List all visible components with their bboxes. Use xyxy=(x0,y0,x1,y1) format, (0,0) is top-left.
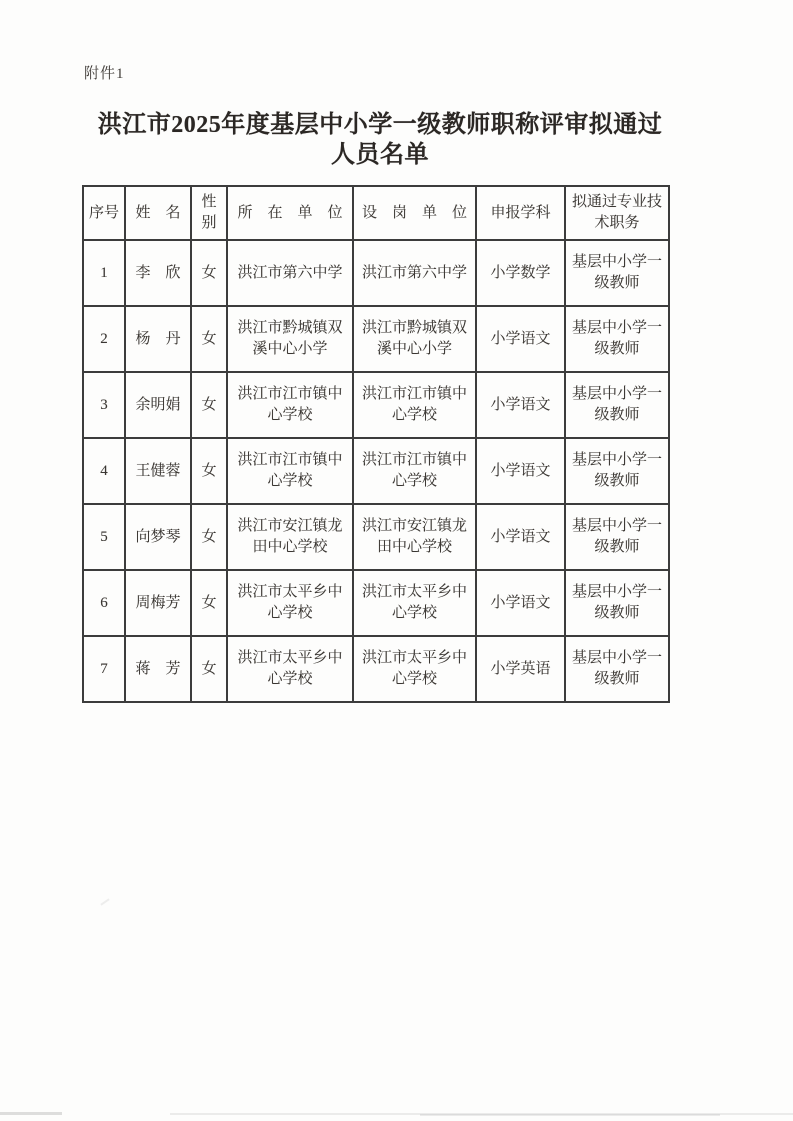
table-head xyxy=(83,186,669,240)
scan-artifact xyxy=(100,898,109,905)
table-row xyxy=(83,570,669,636)
table-cell: 洪江市江市镇中心学校 xyxy=(353,438,476,504)
column-header: 性别 xyxy=(191,186,227,240)
table-cell: 女 xyxy=(191,240,227,306)
table-cell: 小学语文 xyxy=(476,570,565,636)
table-cell: 4 xyxy=(83,438,125,504)
document-title-line2: 人员名单 xyxy=(331,142,429,168)
table-cell: 李 欣 xyxy=(125,240,191,306)
table-cell: 洪江市江市镇中心学校 xyxy=(353,372,476,438)
table-cell: 洪江市太平乡中心学校 xyxy=(353,570,476,636)
table-cell: 洪江市江市镇中心学校 xyxy=(227,372,353,438)
document-title xyxy=(55,110,705,170)
table-cell: 女 xyxy=(191,438,227,504)
table-cell: 洪江市太平乡中心学校 xyxy=(353,636,476,702)
table-cell: 洪江市黔城镇双溪中心小学 xyxy=(353,306,476,372)
table-cell: 1 xyxy=(83,240,125,306)
table-cell: 洪江市江市镇中心学校 xyxy=(227,438,353,504)
column-header: 设 岗 单 位 xyxy=(353,186,476,240)
table-cell: 蒋 芳 xyxy=(125,636,191,702)
table-cell: 王健蓉 xyxy=(125,438,191,504)
table-cell: 小学语文 xyxy=(476,504,565,570)
column-header: 申报学科 xyxy=(476,186,565,240)
column-header: 拟通过专业技术职务 xyxy=(565,186,669,240)
table-cell: 向梦琴 xyxy=(125,504,191,570)
table-row xyxy=(83,372,669,438)
approval-table xyxy=(82,185,670,703)
table-cell: 女 xyxy=(191,504,227,570)
table-cell: 女 xyxy=(191,306,227,372)
table-cell: 杨 丹 xyxy=(125,306,191,372)
scan-artifact xyxy=(170,1113,793,1115)
table-row xyxy=(83,636,669,702)
column-header: 所 在 单 位 xyxy=(227,186,353,240)
table-cell: 基层中小学一级教师 xyxy=(565,240,669,306)
table-cell: 3 xyxy=(83,372,125,438)
scan-artifact xyxy=(420,1114,720,1116)
table-cell: 基层中小学一级教师 xyxy=(565,570,669,636)
table-cell: 洪江市安江镇龙田中心学校 xyxy=(353,504,476,570)
table-cell: 小学语文 xyxy=(476,438,565,504)
table-cell: 女 xyxy=(191,570,227,636)
document-title-line1: 洪江市2025年度基层中小学一级教师职称评审拟通过 xyxy=(97,112,663,138)
table-cell: 洪江市第六中学 xyxy=(353,240,476,306)
column-header: 序号 xyxy=(83,186,125,240)
table-body xyxy=(83,240,669,702)
table-cell: 洪江市太平乡中心学校 xyxy=(227,570,353,636)
table-cell: 基层中小学一级教师 xyxy=(565,438,669,504)
table-cell: 洪江市黔城镇双溪中心小学 xyxy=(227,306,353,372)
table-cell: 女 xyxy=(191,372,227,438)
table-cell: 基层中小学一级教师 xyxy=(565,372,669,438)
table-cell: 基层中小学一级教师 xyxy=(565,636,669,702)
attachment-label: 附件1 xyxy=(84,66,125,82)
table-cell: 周梅芳 xyxy=(125,570,191,636)
table-cell: 2 xyxy=(83,306,125,372)
table-cell: 6 xyxy=(83,570,125,636)
column-header: 姓 名 xyxy=(125,186,191,240)
table-cell: 基层中小学一级教师 xyxy=(565,504,669,570)
table-row xyxy=(83,504,669,570)
table-row xyxy=(83,306,669,372)
table-cell: 余明娟 xyxy=(125,372,191,438)
table-row xyxy=(83,240,669,306)
header-row xyxy=(83,186,669,240)
table-cell: 女 xyxy=(191,636,227,702)
table-row xyxy=(83,438,669,504)
table-cell: 7 xyxy=(83,636,125,702)
table-cell: 洪江市太平乡中心学校 xyxy=(227,636,353,702)
table-cell: 小学数学 xyxy=(476,240,565,306)
table-cell: 小学英语 xyxy=(476,636,565,702)
table-cell: 洪江市安江镇龙田中心学校 xyxy=(227,504,353,570)
table-cell: 小学语文 xyxy=(476,306,565,372)
table-cell: 基层中小学一级教师 xyxy=(565,306,669,372)
table-cell: 小学语文 xyxy=(476,372,565,438)
scan-artifact xyxy=(0,1112,62,1115)
table-cell: 洪江市第六中学 xyxy=(227,240,353,306)
table-cell: 5 xyxy=(83,504,125,570)
